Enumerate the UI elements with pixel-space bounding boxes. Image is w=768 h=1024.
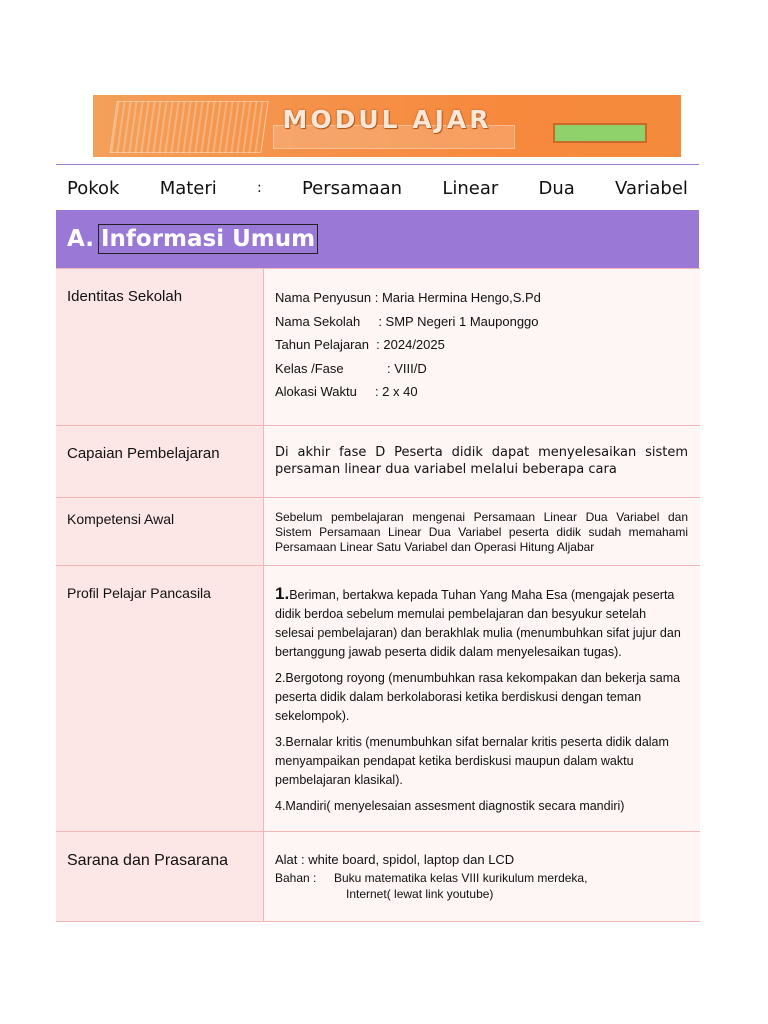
identitas-line: Nama Penyusun : Maria Hermina Hengo,S.Pd bbox=[275, 290, 541, 305]
banner-title: MODUL AJAR bbox=[282, 105, 492, 134]
profil-item bbox=[275, 584, 688, 662]
profil-item: 4.Mandiri( menyelesaian assesment diagnostik secara mandiri) bbox=[275, 799, 625, 813]
kompetensi-text: Sebelum pembelajaran mengenai Persamaan Linear Dua Variabel dan Sistem Persamaan Linear Dua Variabel peserta didik sudah memahami Persamaan Linear Satu Variabel dan Operasi Hitung Aljabar bbox=[275, 510, 688, 554]
pokok-word: : bbox=[257, 180, 262, 196]
row-identitas bbox=[56, 269, 700, 426]
pokok-word: Materi bbox=[159, 177, 217, 199]
identitas-line: Kelas /Fase : VIII/D bbox=[275, 360, 427, 376]
section-letter: A. bbox=[67, 226, 94, 252]
row-sarana bbox=[56, 832, 700, 922]
sarana-bahan-line: Internet( lewat link youtube) bbox=[346, 887, 494, 901]
profil-item-number: 1. bbox=[275, 584, 290, 603]
identitas-line: Alokasi Waktu : 2 x 40 bbox=[275, 384, 418, 399]
row-label: Capaian Pembelajaran bbox=[67, 445, 220, 462]
header-divider bbox=[56, 164, 699, 165]
row-label: Sarana dan Prasarana bbox=[67, 852, 228, 869]
pokok-word: Pokok bbox=[67, 177, 120, 199]
row-label: Kompetensi Awal bbox=[67, 511, 175, 527]
pokok-word: Linear bbox=[442, 177, 499, 199]
profil-item-text: Beriman, bertakwa kepada Tuhan Yang Maha Esa (mengajak peserta didik berdoa sebelum memulai pembelajaran dan besyukur setelah selesai pembelajaran) dan berakhlak mulia (menumbuhkan sifat jujur dan bertanggung jawab peserta didik dalam menyelesaikan tugas). bbox=[275, 588, 681, 659]
pokok-word: Variabel bbox=[615, 177, 688, 199]
identitas-line: Nama Sekolah : SMP Negeri 1 Mauponggo bbox=[275, 313, 539, 329]
section-title: Informasi Umum bbox=[98, 224, 318, 254]
row-label: Profil Pelajar Pancasila bbox=[67, 585, 211, 601]
sarana-bahan-line: Buku matematika kelas VIII kurikulum merdeka, bbox=[334, 871, 588, 885]
informasi-umum-table bbox=[56, 268, 700, 922]
row-kompetensi bbox=[56, 498, 700, 566]
capaian-text: Di akhir fase D Peserta didik dapat menyelesaikan sistem persaman linear dua variabel melalui beberapa cara bbox=[275, 445, 688, 477]
sarana-alat: Alat : white board, spidol, laptop dan LCD bbox=[275, 852, 515, 867]
row-profil bbox=[56, 566, 700, 832]
pokok-materi-line bbox=[67, 176, 688, 200]
modul-ajar-banner bbox=[93, 95, 681, 157]
pokok-word: Dua bbox=[538, 177, 575, 199]
identitas-line: Tahun Pelajaran : 2024/2025 bbox=[275, 337, 445, 352]
row-capaian bbox=[56, 426, 700, 498]
section-header bbox=[56, 210, 699, 268]
pokok-word: Persamaan bbox=[301, 177, 403, 199]
row-label: Identitas Sekolah bbox=[67, 288, 183, 305]
sarana-bahan-prefix: Bahan : bbox=[275, 871, 317, 885]
profil-item: 3.Bernalar kritis (menumbuhkan sifat bernalar kritis peserta didik dalam menyampaikan pendapat ketika berdiskusi maupun dalam waktu pembelajaran klasikal). bbox=[275, 735, 669, 787]
profil-item: 2.Bergotong royong (menumbuhkan rasa kekompakan dan bekerja sama peserta didik dalam berkolaborasi ketika berdiskusi dengan teman sekelompok). bbox=[275, 671, 681, 723]
